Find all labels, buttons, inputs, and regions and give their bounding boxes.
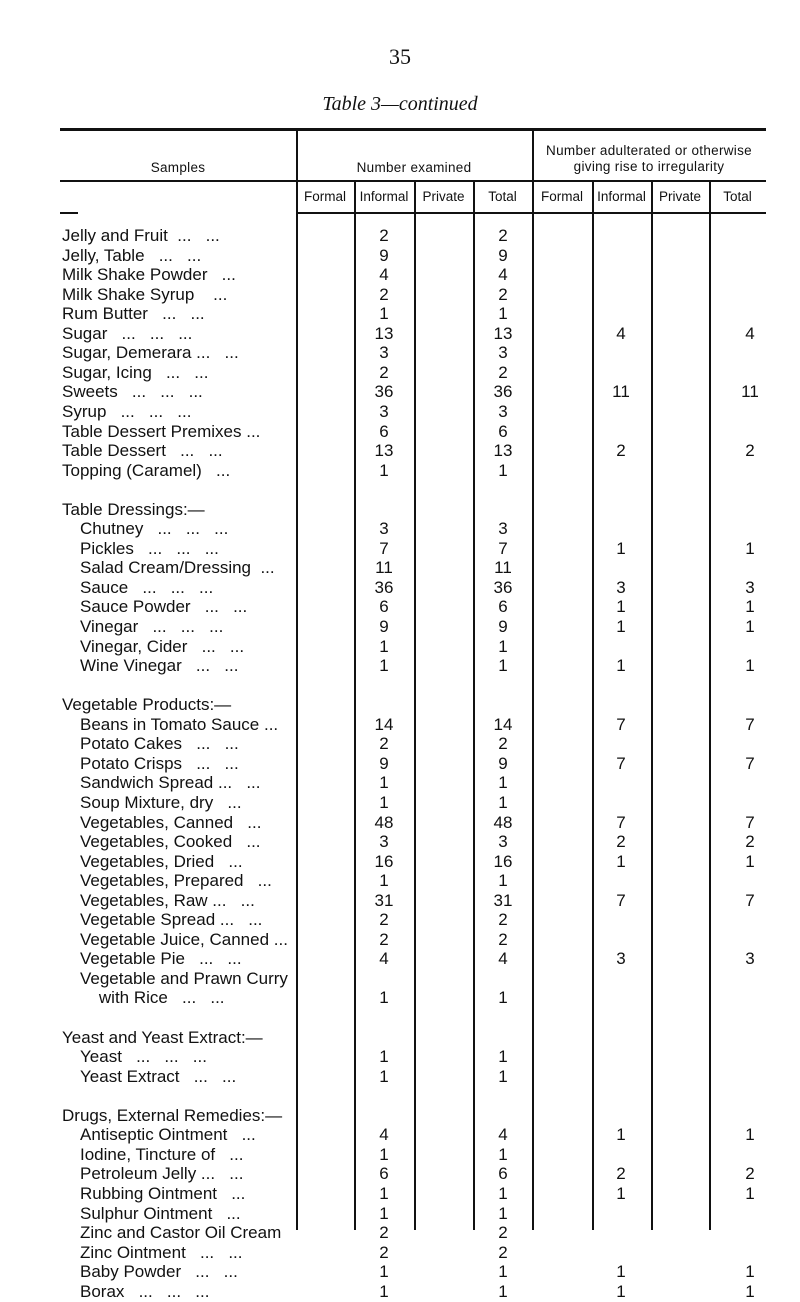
row-label: Salad Cream/Dressing ...	[80, 558, 275, 578]
cell-ex-informal: 2	[379, 1242, 389, 1262]
cell-ad-total: 3	[745, 577, 755, 597]
cell-ex-total: 36	[493, 382, 513, 402]
cell-ad-informal: 3	[616, 949, 626, 969]
row-label: Borax ... ... ...	[80, 1281, 210, 1301]
cell-ex-informal: 1	[379, 1203, 389, 1223]
cell-ex-total: 2	[498, 284, 508, 304]
cell-ex-total: 4	[498, 1125, 508, 1145]
cell-ex-informal: 3	[379, 519, 389, 539]
cell-ad-informal: 11	[612, 382, 630, 402]
row-label: Soup Mixture, dry ...	[80, 792, 242, 812]
row-label: Chutney ... ... ...	[80, 519, 229, 539]
row-label: Vinegar ... ... ...	[80, 617, 224, 636]
cell-ad-total: 1	[745, 1125, 755, 1145]
cell-ex-total: 3	[498, 401, 508, 421]
cell-ad-total: 2	[745, 1164, 755, 1184]
cell-ex-total: 4	[498, 949, 508, 969]
row-label: Jelly and Fruit ... ...	[62, 226, 220, 245]
cell-ex-informal: 2	[379, 734, 389, 754]
cell-ad-total: 1	[745, 617, 755, 636]
row-label: Wine Vinegar ... ...	[80, 656, 239, 676]
cell-ex-total: 6	[498, 597, 508, 617]
cell-ad-total: 3	[745, 949, 755, 969]
cell-ad-informal: 1	[616, 1281, 626, 1301]
row-label: Iodine, Tincture of ...	[80, 1144, 244, 1164]
cell-ad-total: 1	[745, 1262, 755, 1282]
cell-ad-informal: 1	[616, 851, 626, 871]
cell-ad-informal: 1	[616, 1125, 626, 1145]
cell-ad-total: 7	[745, 890, 755, 910]
cell-ex-informal: 3	[379, 343, 389, 363]
cell-ad-total: 1	[745, 597, 755, 617]
subcol-private-examined: Private	[422, 189, 465, 204]
section-heading: Yeast and Yeast Extract:—	[62, 1027, 263, 1047]
cell-ex-informal: 1	[379, 792, 389, 812]
row-label: Milk Shake Syrup ...	[62, 284, 228, 304]
cell-ad-informal: 2	[616, 1164, 626, 1184]
cell-ex-informal: 11	[375, 558, 393, 578]
cell-ex-informal: 1	[379, 656, 389, 676]
cell-ex-informal: 6	[379, 421, 389, 441]
cell-ex-total: 2	[498, 929, 508, 949]
cell-ex-informal: 1	[379, 1047, 389, 1067]
subcol-formal-examined: Formal	[303, 189, 346, 204]
row-label: Rum Butter ... ...	[62, 304, 205, 324]
cell-ad-total: 4	[745, 323, 755, 343]
row-label: Vegetable and Prawn Curry	[80, 968, 288, 988]
cell-ad-informal: 2	[616, 832, 626, 852]
row-label: Sandwich Spread ... ...	[80, 773, 261, 793]
row-label: Yeast ... ... ...	[80, 1047, 207, 1067]
row-label: Vegetables, Prepared ...	[80, 871, 272, 891]
row-label: Topping (Caramel) ...	[62, 460, 231, 480]
cell-ex-informal: 4	[379, 949, 389, 969]
row-label: Vegetables, Canned ...	[80, 812, 262, 832]
page-number: 35	[389, 44, 411, 69]
cell-ad-informal: 1	[616, 617, 626, 636]
cell-ad-informal: 1	[616, 597, 626, 617]
cell-ex-informal: 9	[379, 617, 389, 636]
cell-ex-total: 1	[498, 1203, 508, 1223]
cell-ad-informal: 4	[616, 323, 626, 343]
cell-ex-total: 31	[493, 890, 513, 910]
cell-ex-total: 9	[498, 245, 508, 265]
cell-ex-informal: 9	[379, 245, 389, 265]
row-label: Sulphur Ointment ...	[80, 1203, 241, 1223]
row-label: Zinc Ointment ... ...	[80, 1242, 243, 1262]
cell-ad-informal: 7	[616, 753, 626, 773]
cell-ex-informal: 6	[379, 1164, 389, 1184]
row-label: with Rice ... ...	[80, 988, 225, 1008]
subcol-private-adulterated: Private	[658, 189, 702, 204]
cell-ex-total: 1	[498, 988, 508, 1008]
cell-ad-total: 1	[745, 538, 755, 558]
row-label: Baby Powder ... ...	[80, 1262, 238, 1282]
subcol-informal-adulterated: Informal	[597, 189, 646, 204]
cell-ex-total: 48	[493, 812, 513, 832]
row-label: Antiseptic Ointment ...	[80, 1125, 256, 1145]
row-label: Vegetables, Dried ...	[80, 851, 243, 871]
cell-ex-total: 3	[498, 343, 508, 363]
cell-ad-informal: 7	[616, 890, 626, 910]
row-label: Vegetables, Cooked ...	[80, 832, 261, 852]
cell-ex-informal: 2	[379, 226, 389, 245]
cell-ex-informal: 14	[374, 714, 394, 734]
cell-ex-informal: 31	[374, 890, 394, 910]
cell-ex-total: 2	[498, 1242, 508, 1262]
cell-ad-total: 7	[745, 812, 755, 832]
cell-ex-informal: 6	[379, 597, 389, 617]
row-label: Rubbing Ointment ...	[80, 1183, 246, 1203]
cell-ex-total: 1	[498, 304, 508, 324]
cell-ex-informal: 1	[379, 1144, 389, 1164]
cell-ex-informal: 1	[379, 988, 389, 1008]
cell-ex-total: 1	[498, 1262, 508, 1282]
cell-ex-total: 2	[498, 362, 508, 382]
samples-header: Samples	[150, 160, 206, 175]
cell-ex-informal: 2	[379, 910, 389, 930]
row-label: Vegetable Juice, Canned ...	[80, 929, 288, 949]
cell-ad-informal: 2	[616, 441, 626, 461]
row-label: Vegetable Pie ... ...	[80, 949, 242, 969]
cell-ad-total: 1	[745, 851, 755, 871]
row-label: Zinc and Castor Oil Cream	[80, 1223, 282, 1243]
cell-ad-total: 11	[741, 382, 759, 402]
section-heading: Drugs, External Remedies:—	[62, 1105, 283, 1125]
row-label: Table Dessert ... ...	[62, 441, 223, 461]
cell-ad-informal: 1	[616, 1183, 626, 1203]
cell-ex-informal: 1	[379, 871, 389, 891]
cell-ex-total: 7	[498, 538, 508, 558]
cell-ex-informal: 4	[379, 265, 389, 285]
cell-ad-total: 1	[745, 1281, 755, 1301]
row-label: Sweets ... ... ...	[62, 382, 203, 402]
cell-ex-informal: 2	[379, 362, 389, 382]
cell-ex-total: 13	[493, 441, 513, 461]
number-adulterated-line2: giving rise to irregularity	[573, 159, 725, 174]
row-label: Sugar, Demerara ... ...	[62, 343, 239, 363]
cell-ex-total: 16	[493, 851, 513, 871]
cell-ad-informal: 1	[616, 656, 626, 676]
cell-ex-total: 3	[498, 519, 508, 539]
cell-ex-total: 9	[498, 617, 508, 636]
row-label: Potato Cakes ... ...	[80, 734, 239, 754]
row-label: Vegetables, Raw ... ...	[80, 890, 255, 910]
row-label: Sugar, Icing ... ...	[62, 362, 209, 382]
cell-ex-informal: 1	[379, 304, 389, 324]
subcol-informal-examined: Informal	[359, 189, 409, 204]
cell-ex-informal: 13	[374, 323, 394, 343]
subcol-total-adulterated: Total	[723, 189, 752, 204]
cell-ex-total: 13	[493, 323, 513, 343]
section-heading: Table Dressings:—	[62, 499, 205, 519]
row-label: Potato Crisps ... ...	[80, 753, 239, 773]
cell-ex-total: 1	[498, 1144, 508, 1164]
cell-ad-informal: 1	[616, 1262, 626, 1282]
cell-ex-total: 6	[498, 1164, 508, 1184]
cell-ad-total: 1	[745, 656, 755, 676]
cell-ex-informal: 1	[379, 460, 389, 480]
row-label: Beans in Tomato Sauce ...	[80, 714, 279, 734]
cell-ex-informal: 2	[379, 1223, 389, 1243]
number-adulterated-line1: Number adulterated or otherwise	[546, 143, 752, 158]
cell-ex-total: 2	[498, 734, 508, 754]
cell-ex-total: 2	[498, 226, 508, 245]
cell-ex-total: 6	[498, 421, 508, 441]
cell-ex-total: 1	[498, 636, 508, 656]
cell-ex-total: 3	[498, 832, 508, 852]
cell-ex-total: 14	[493, 714, 513, 734]
cell-ex-total: 1	[498, 1183, 508, 1203]
cell-ad-total: 2	[745, 832, 755, 852]
cell-ex-informal: 2	[379, 929, 389, 949]
cell-ex-informal: 4	[379, 1125, 389, 1145]
cell-ex-informal: 36	[374, 382, 394, 402]
cell-ex-total: 36	[493, 577, 513, 597]
cell-ex-total: 1	[498, 1281, 508, 1301]
cell-ex-informal: 48	[374, 812, 394, 832]
row-label: Syrup ... ... ...	[62, 401, 192, 421]
cell-ex-informal: 1	[379, 1183, 389, 1203]
cell-ex-total: 1	[498, 792, 508, 812]
cell-ex-informal: 13	[374, 441, 394, 461]
row-label: Vinegar, Cider ... ...	[80, 636, 245, 656]
row-label: Yeast Extract ... ...	[80, 1066, 237, 1086]
cell-ex-total: 1	[498, 460, 508, 480]
cell-ex-total: 2	[498, 910, 508, 930]
cell-ad-total: 1	[745, 1183, 755, 1203]
cell-ex-total: 1	[498, 773, 508, 793]
cell-ex-total: 1	[498, 871, 508, 891]
row-label: Petroleum Jelly ... ...	[80, 1164, 244, 1184]
row-label: Sugar ... ... ...	[62, 323, 193, 343]
subcol-formal-adulterated: Formal	[540, 189, 583, 204]
cell-ad-informal: 1	[616, 538, 626, 558]
row-label: Table Dessert Premixes ...	[62, 421, 261, 441]
number-examined-header: Number examined	[356, 160, 472, 175]
row-label: Milk Shake Powder ...	[62, 265, 236, 285]
cell-ad-informal: 3	[616, 577, 626, 597]
row-label: Jelly, Table ... ...	[62, 245, 202, 265]
cell-ex-informal: 1	[379, 773, 389, 793]
cell-ex-informal: 16	[374, 851, 394, 871]
cell-ex-informal: 36	[374, 577, 394, 597]
table-caption: Table 3—continued	[322, 93, 478, 115]
section-heading: Vegetable Products:—	[62, 695, 232, 715]
cell-ex-total: 4	[498, 265, 508, 285]
cell-ad-informal: 7	[616, 812, 626, 832]
cell-ad-total: 7	[745, 714, 755, 734]
row-label: Sauce ... ... ...	[80, 577, 214, 597]
cell-ex-informal: 1	[379, 636, 389, 656]
cell-ex-total: 1	[498, 1047, 508, 1067]
row-label: Vegetable Spread ... ...	[80, 910, 263, 930]
cell-ex-informal: 3	[379, 832, 389, 852]
cell-ex-total: 9	[498, 753, 508, 773]
cell-ad-total: 2	[745, 441, 755, 461]
row-label: Pickles ... ... ...	[80, 538, 219, 558]
cell-ex-informal: 1	[379, 1262, 389, 1282]
subcol-total-examined: Total	[488, 189, 517, 204]
cell-ad-total: 7	[745, 753, 755, 773]
cell-ex-total: 11	[494, 558, 512, 578]
cell-ex-informal: 3	[379, 401, 389, 421]
cell-ex-total: 1	[498, 1066, 508, 1086]
cell-ex-total: 1	[498, 656, 508, 676]
cell-ex-informal: 9	[379, 753, 389, 773]
row-label: Sauce Powder ... ...	[80, 597, 248, 617]
cell-ex-informal: 7	[379, 538, 389, 558]
cell-ad-informal: 7	[616, 714, 626, 734]
cell-ex-total: 2	[498, 1223, 508, 1243]
cell-ex-informal: 2	[379, 284, 389, 304]
cell-ex-informal: 1	[379, 1066, 389, 1086]
cell-ex-informal: 1	[379, 1281, 389, 1301]
